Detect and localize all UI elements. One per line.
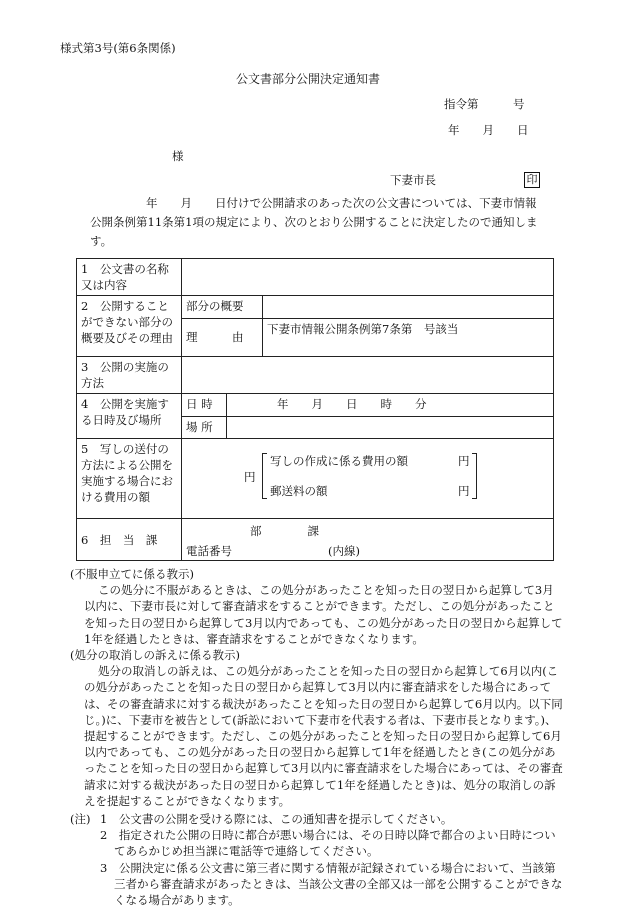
issue-date: 年 月 日 (448, 123, 529, 137)
note-1: 1 公文書の公開を受ける際には、この通知書を提示してください。 (100, 812, 453, 827)
row2-label: 2 公開することができない部分の概要及びその理由 (77, 296, 182, 357)
reference-number: 指令第 号 (444, 97, 525, 111)
row6-phone: 電話番号 (186, 544, 232, 558)
row4-sub1: 日 時 (182, 394, 227, 416)
row6-label: 6 担 当 課 (77, 519, 182, 561)
row2-sub1: 部分の概要 (182, 296, 263, 318)
notes-section (70, 566, 564, 908)
addressee: 様 (172, 149, 184, 163)
row5-yen: 円 (244, 470, 256, 484)
lawsuit-heading: (処分の取消しの訴えに係る教示) (70, 648, 240, 663)
row3-label: 3 公開の実施の方法 (77, 357, 182, 394)
sender: 下妻市長 (390, 173, 436, 187)
appeal-text: この処分に不服があるときは、この処分があったことを知った日の翌日から起算して3月以内に、下妻市長に対して審査請求をすることができます。ただし、この処分があったことを知った日の翌日から起算して3月以内であっても、この処分があった日の翌日から起算して1年を経過したときは、審査請求をすることができなくなります。 (84, 583, 563, 646)
intro-line-3: す。 (90, 234, 113, 248)
row5-cost2-yen: 円 (458, 484, 470, 498)
row6-ext: (内線) (328, 544, 360, 558)
right-bracket (472, 453, 477, 499)
seal-icon: 印 (524, 172, 540, 188)
row6-dept: 部 課 (250, 524, 319, 538)
row5-value (182, 439, 554, 519)
intro-line-1: 年 月 日付けで公開請求のあった次の公文書については、下妻市情報 (146, 196, 537, 210)
note-2: 2 指定された公開の日時に都合が悪い場合には、その日時以降で都合のよい日時についてあらかじめ担当課に電話等で連絡してください。 (100, 828, 556, 859)
page-title: 公文書部分公開決定通知書 (236, 72, 381, 86)
row4-sub2: 場 所 (182, 416, 227, 438)
appeal-heading: (不服申立てに係る教示) (70, 567, 194, 581)
row4-label: 4 公開を実施する日時及び場所 (77, 394, 182, 439)
row5-cost1-yen: 円 (458, 454, 470, 468)
left-bracket (262, 453, 267, 499)
intro-line-2: 公開条例第11条第1項の規定により、次のとおり公開することに決定したので通知しま (90, 215, 538, 229)
row4-datetime: 年 月 日 時 分 (227, 394, 554, 416)
row1-label: 1 公文書の名称又は内容 (77, 259, 182, 296)
row2-reason: 下妻市情報公開条例第7条第 号該当 (267, 321, 459, 336)
row4-value (182, 394, 554, 439)
row5-cost2: 郵送料の額 (270, 484, 328, 498)
row5-label: 5 写しの送付の方法による公開を実施する場合における費用の額 (77, 439, 182, 519)
row3-value (182, 357, 554, 394)
decision-table (76, 258, 554, 561)
notes-list (70, 811, 564, 908)
row2-sub2: 理 由 (182, 318, 263, 356)
lawsuit-text: 処分の取消しの訴えは、この処分があったことを知った日の翌日から起算して6月以内(この処分があったことを知った日の翌日から起算して3月以内に審査請求をした場合にあっては、その審査請求に対する裁決があったことを知った日の翌日から起算して6月以内。以下同じ。)に、下妻市を被告として(訴訟において下妻市を代表する者は、下妻市長となります。)、提起することができます。ただし、この処分があったことを知った日の翌日から起算して6月以内であっても、この処分があった日の翌日から起算して1年を経過したとき(この処分があったことを知った日の翌日から起算して3月以内に審査請求をした場合にあっては、その審査請求に対する裁決があった日の翌日から起算して1年を経過したとき)は、処分の取消しの訴えを提起することができなくなります。 (84, 664, 563, 808)
row6-value (182, 519, 554, 561)
row5-cost1: 写しの作成に係る費用の額 (270, 454, 408, 468)
note-3: 3 公開決定に係る公文書に第三者に関する情報が記録されている場合において、当該第三者から審査請求があったときは、当該公文書の全部又は一部を公開することができなくなる場合があります。 (100, 860, 563, 908)
notes-label: (注) (70, 812, 91, 827)
form-number: 様式第3号(第6条関係) (60, 41, 176, 55)
row1-value (182, 259, 554, 296)
row2-value (182, 296, 554, 357)
seal-stamp (524, 172, 540, 188)
